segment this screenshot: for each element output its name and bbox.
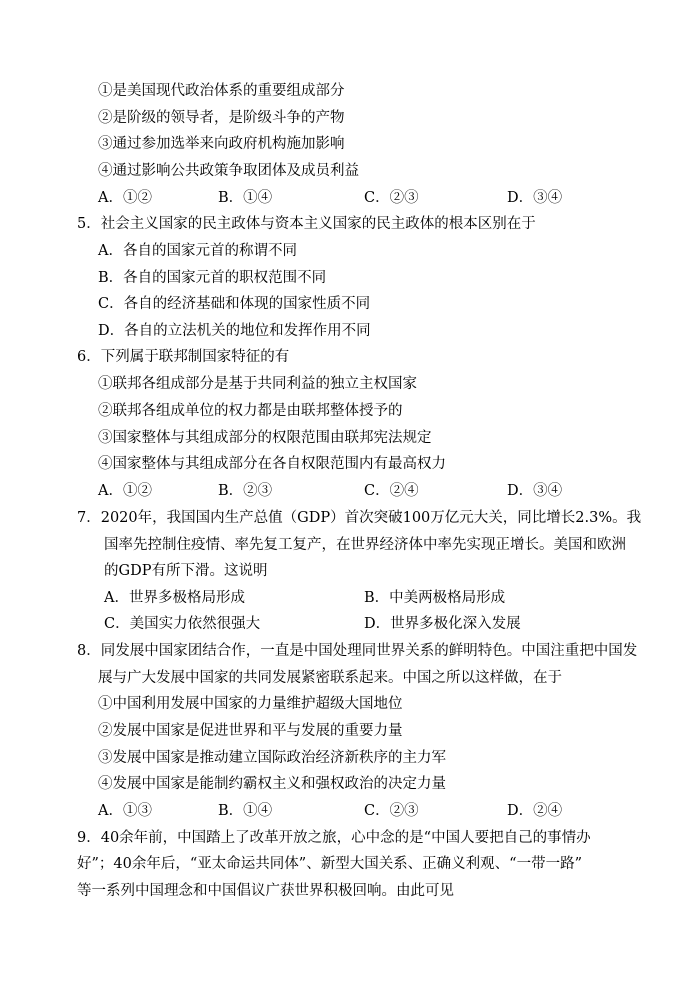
q8-option-b: B．①④ — [218, 803, 273, 819]
q4-statement-4: ④通过影响公共政策争取团体及成员利益 — [98, 163, 359, 179]
q4-option-d: D．③④ — [507, 190, 563, 206]
q4-option-c: C．②③ — [364, 190, 419, 206]
q9-stem-line-1: 9．40余年前，中国踏上了改革开放之旅，心中念的是“中国人要把自己的事情办 — [77, 830, 591, 846]
q4-statement-1: ①是美国现代政治体系的重要组成部分 — [98, 83, 345, 99]
q5-option-b: B．各自的国家元首的职权范围不同 — [98, 270, 327, 286]
q6-statement-4: ④国家整体与其组成部分在各自权限范围内有最高权力 — [98, 456, 446, 472]
q6-stem: 6．下列属于联邦制国家特征的有 — [77, 349, 290, 365]
q8-option-d: D．②④ — [507, 803, 563, 819]
q9-stem-line-2: 好”；40余年后，“亚太命运共同体”、新型大国关系、正确义利观、“一带一路” — [77, 856, 583, 872]
q8-stem-line-1: 8．同发展中国家团结合作，一直是中国处理同世界关系的鲜明特色。中国注重把中国发 — [77, 643, 638, 659]
q5-option-c: C．各自的经济基础和体现的国家性质不同 — [98, 296, 371, 312]
q6-option-b: B．②③ — [218, 483, 273, 499]
q6-option-a: A．①② — [98, 483, 152, 499]
q8-statement-4: ④发展中国家是能制约霸权主义和强权政治的决定力量 — [98, 776, 446, 792]
q7-option-b: B．中美两极格局形成 — [364, 590, 506, 606]
q8-option-c: C．②③ — [364, 803, 419, 819]
q4-statement-3: ③通过参加选举来向政府机构施加影响 — [98, 136, 345, 152]
q4-option-b: B．①④ — [218, 190, 273, 206]
q4-statement-2: ②是阶级的领导者，是阶级斗争的产物 — [98, 110, 345, 126]
q5-option-d: D．各自的立法机关的地位和发挥作用不同 — [98, 323, 371, 339]
q7-stem-line-3: 的GDP有所下滑。这说明 — [104, 563, 268, 579]
q7-option-d: D．世界多极化深入发展 — [364, 616, 521, 632]
q7-option-c: C．美国实力依然很强大 — [104, 616, 261, 632]
q6-option-c: C．②④ — [364, 483, 419, 499]
q5-stem: 5．社会主义国家的民主政体与资本主义国家的民主政体的根本区别在于 — [77, 216, 536, 232]
q8-option-a: A．①③ — [98, 803, 152, 819]
q9-stem-line-3: 等一系列中国理念和中国倡议广获世界积极回响。由此可见 — [77, 883, 454, 899]
q8-statement-1: ①中国利用发展中国家的力量维护超级大国地位 — [98, 696, 403, 712]
q7-stem-line-2: 国率先控制住疫情、率先复工复产，在世界经济体中率先实现正增长。美国和欧洲 — [104, 537, 626, 553]
q4-option-a: A．①② — [98, 190, 152, 206]
q7-stem-line-1: 7．2020年，我国国内生产总值（GDP）首次突破100万亿元大关，同比增长2.3%。我 — [77, 510, 642, 526]
q7-option-a: A．世界多极格局形成 — [104, 590, 245, 606]
q6-statement-1: ①联邦各组成部分是基于共同利益的独立主权国家 — [98, 376, 417, 392]
q8-statement-3: ③发展中国家是推动建立国际政治经济新秩序的主力军 — [98, 750, 446, 766]
q8-stem-line-2: 展与广大发展中国家的共同发展紧密联系起来。中国之所以这样做，在于 — [98, 670, 562, 686]
q8-statement-2: ②发展中国家是促进世界和平与发展的重要力量 — [98, 723, 403, 739]
q6-statement-3: ③国家整体与其组成部分的权限范围由联邦宪法规定 — [98, 430, 432, 446]
q6-option-d: D．③④ — [507, 483, 563, 499]
q5-option-a: A．各自的国家元首的称谓不同 — [98, 243, 297, 259]
q6-statement-2: ②联邦各组成单位的权力都是由联邦整体授予的 — [98, 403, 403, 419]
